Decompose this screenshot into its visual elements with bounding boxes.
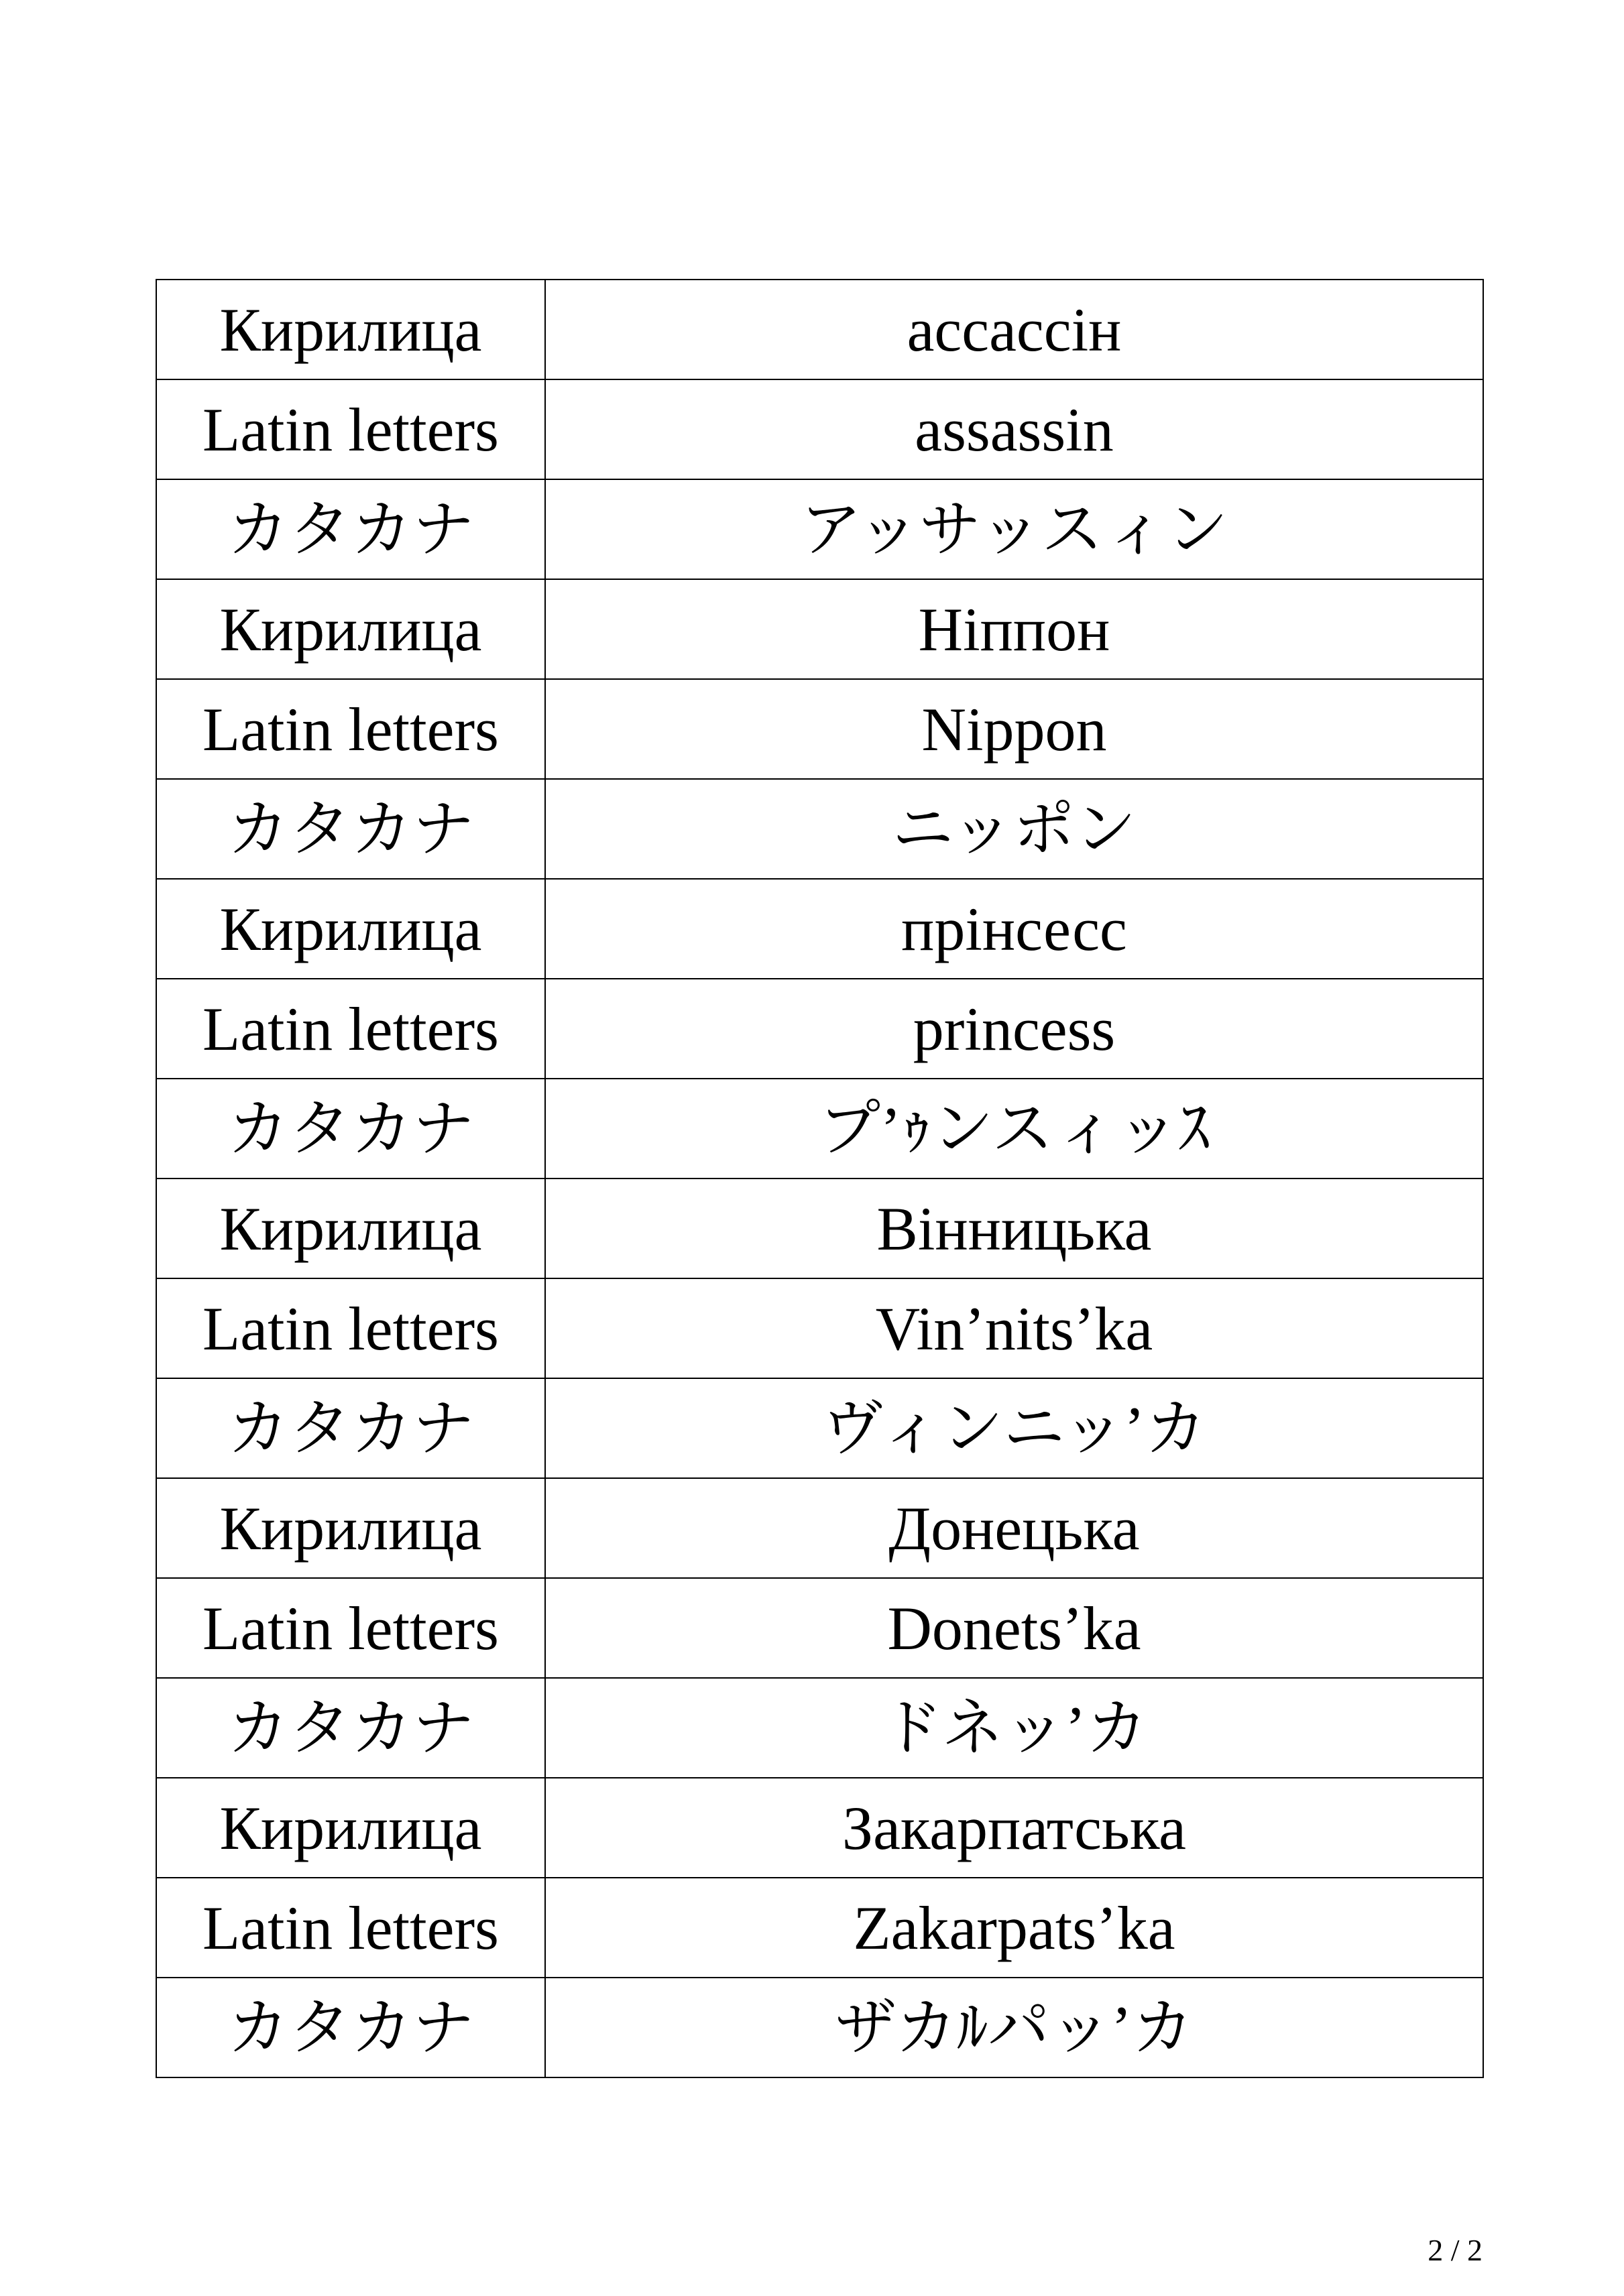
script-name-cell: Latin letters (156, 979, 545, 1079)
table-row (156, 1978, 1483, 2077)
word-cell: Donets’ka (545, 1578, 1483, 1678)
table-row (156, 1678, 1483, 1778)
table-row (156, 579, 1483, 679)
script-name-cell: カタカナ (156, 1079, 545, 1179)
word-cell: ドネッ’カ (545, 1678, 1483, 1778)
script-name-cell: カタカナ (156, 779, 545, 879)
table-row (156, 1179, 1483, 1278)
table-row (156, 979, 1483, 1079)
word-cell: ヴィンニッ’カ (545, 1378, 1483, 1478)
table-body (156, 280, 1483, 2077)
script-name-cell: Latin letters (156, 1578, 545, 1678)
table-row (156, 1578, 1483, 1678)
script-name-cell: Latin letters (156, 1278, 545, 1378)
table-row (156, 679, 1483, 779)
script-name-cell: カタカナ (156, 479, 545, 579)
word-cell: Nippon (545, 679, 1483, 779)
script-name-cell: Кирилица (156, 280, 545, 379)
word-cell: прiнсесс (545, 879, 1483, 979)
word-cell: Закарпатська (545, 1778, 1483, 1878)
word-cell: プ’ｩンスィッｽ (545, 1079, 1483, 1179)
script-name-cell: Кирилица (156, 1478, 545, 1578)
table-row (156, 879, 1483, 979)
transliteration-table-container (156, 279, 1483, 2078)
script-name-cell: Кирилица (156, 1778, 545, 1878)
script-name-cell: Кирилица (156, 579, 545, 679)
word-cell: Hiппон (545, 579, 1483, 679)
script-name-cell: Кирилица (156, 879, 545, 979)
script-name-cell: カタカナ (156, 1378, 545, 1478)
script-name-cell: Latin letters (156, 1878, 545, 1978)
word-cell: ザカﾙパッ’カ (545, 1978, 1483, 2077)
word-cell: Донецька (545, 1478, 1483, 1578)
word-cell: ニッポン (545, 779, 1483, 879)
table-row (156, 1778, 1483, 1878)
table-row (156, 1278, 1483, 1378)
word-cell: assassin (545, 379, 1483, 479)
table-row (156, 1378, 1483, 1478)
script-name-cell: カタカナ (156, 1978, 545, 2077)
script-name-cell: カタカナ (156, 1678, 545, 1778)
script-name-cell: Кирилица (156, 1179, 545, 1278)
table-row (156, 479, 1483, 579)
transliteration-table (156, 279, 1484, 2078)
script-name-cell: Latin letters (156, 679, 545, 779)
table-row (156, 1478, 1483, 1578)
script-name-cell: Latin letters (156, 379, 545, 479)
table-row (156, 779, 1483, 879)
word-cell: Zakarpats’ka (545, 1878, 1483, 1978)
word-cell: Vin’nits’ka (545, 1278, 1483, 1378)
word-cell: アッサッスィン (545, 479, 1483, 579)
table-row (156, 1079, 1483, 1179)
table-row (156, 280, 1483, 379)
table-row (156, 379, 1483, 479)
word-cell: accacciн (545, 280, 1483, 379)
word-cell: princess (545, 979, 1483, 1079)
table-row (156, 1878, 1483, 1978)
page-number: 2 / 2 (1428, 2233, 1483, 2267)
word-cell: Вiнницька (545, 1179, 1483, 1278)
